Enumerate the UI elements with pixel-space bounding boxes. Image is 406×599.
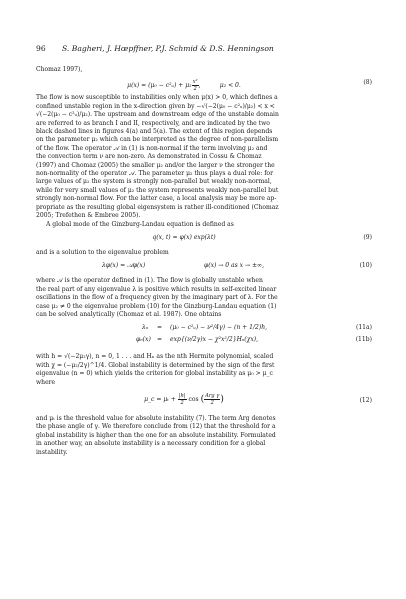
paragraph-operator: [36, 277, 372, 319]
running-header: [36, 44, 274, 53]
equation-12-cos: cos: [188, 395, 199, 403]
text-line: with χ = (−μ₂/2γ)^1/4. Global instability is determined by the sign of the first: [36, 361, 275, 369]
text-line: and μₜ is the threshold value for absolute instability (7). The term Arg denotes: [36, 414, 276, 422]
paragraph-eigenvalue-intro: and is a solution to the eigenvalue problem: [36, 248, 169, 256]
equation-11a-rhs: (μ₀ − c²ᵤ) − ν²/4γ) − (n + 1/2)h,: [170, 324, 268, 332]
fraction-denominator: 2: [193, 86, 197, 93]
equation-12: [36, 390, 372, 412]
text-line: can be solved analytically (Chomaz et al. 1987). One obtains: [36, 310, 222, 318]
equation-8: [36, 77, 372, 91]
text-line: oscillations in the flow of a frequency given by the imaginary part of λ. For the: [36, 294, 278, 302]
fraction-denominator: 2: [180, 399, 184, 406]
equation-11b-number: (11b): [355, 336, 372, 344]
fraction-numerator: |h|: [178, 392, 186, 399]
equation-12-lhs: μ_c = μₜ +: [144, 395, 176, 403]
text-line: the real part of any eigenvalue λ is positive which results in self-excited linear: [36, 285, 277, 293]
text-line: confined unstable region in the x-direction given by −√(−2(μ₀ − c²ᵤ)/μ₂) < x <: [36, 102, 275, 110]
equation-10: [36, 260, 372, 274]
text-line: (1997) and Chomaz (2005) the smaller μ₂ and/or the larger ν the stronger the: [36, 161, 275, 169]
text-line: The flow is now susceptible to instabilities only when μ(x) > 0, which defines a: [36, 94, 278, 102]
equation-10-part-b: φ(x) → 0 as x → ±∞,: [204, 262, 265, 270]
text-line: global instability is higher than the one for an absolute instability. Formulated: [36, 431, 276, 439]
text-line: are referred to as branch I and II, respectively, and are indicated by the two: [36, 119, 270, 127]
equation-11: [36, 322, 372, 350]
text-line: large values of μ₂ the system is strongly non-parallel but weakly non-normal,: [36, 178, 272, 186]
equation-11b-rhs: exp{(ν/2γ)x − χ²x²/2}Hₙ(χx),: [170, 336, 259, 344]
paragraph-conclusion: [36, 415, 372, 457]
running-authors: S. Bagheri, J. Hœpffner, P.J. Schmid & D.S. Henningson: [62, 44, 274, 53]
equation-11a: [36, 324, 372, 336]
text-line: instability.: [36, 448, 68, 456]
equation-9-number: (9): [363, 233, 372, 241]
text-line: black dashed lines in figures 4(a) and 5(a). The extent of this region depends: [36, 128, 273, 136]
text-line: on the parameter μ₂ which can be interpreted as the degree of non-parallelism: [36, 136, 279, 144]
equation-10-number: (10): [359, 262, 372, 270]
equation-11a-equals: =: [157, 324, 163, 332]
text-line: while for very small values of μ₂ the system represents weakly non-parallel but: [36, 186, 279, 194]
equation-8-condition: μ₂ < 0.: [219, 82, 241, 90]
text-line: non-normality of the operator 𝒜. The parameter μ₂ thus plays a dual role: for: [36, 170, 273, 178]
text-line: where 𝒜 is the operator defined in (1). The flow is globally unstable when: [36, 277, 263, 285]
text-line: case μ₂ ≠ 0 the eigenvalue problem (10) for the Ginzburg-Landau equation (1): [36, 302, 277, 310]
fraction-numerator: x²: [192, 79, 198, 86]
fraction-denominator: 2: [210, 399, 214, 406]
equation-11a-number: (11a): [355, 324, 372, 332]
paragraph-opening: Chomaz 1997),: [36, 66, 83, 73]
text-line: 2005; Trefethen & Embree 2005).: [36, 212, 141, 220]
equation-9: [36, 232, 372, 246]
equation-10-part-a: λφ(x) = 𝒜φ(x): [102, 262, 146, 270]
equation-8-number: (8): [363, 79, 372, 87]
text-line: propriate as the resulting global eigensystem is rather ill-conditioned (Chomaz: [36, 203, 279, 211]
paragraph-hermite: [36, 353, 372, 387]
page-number: 96: [36, 44, 46, 53]
left-paren: (: [200, 394, 205, 405]
text-line: √(−2(μ₀ − c²ᵤ)/μ₂). The upstream and downstream edge of the unstable domain: [36, 111, 279, 119]
equation-8-comma: ,: [198, 82, 201, 90]
text-line: the convection term ν are non-zero. As demonstrated in Cossu & Chomaz: [36, 153, 262, 161]
text-line: eigenvalue (n = 0) which yields the criterion for global instability as μ₀ > μ_c: [36, 370, 273, 378]
right-paren: ): [220, 394, 224, 405]
text-line: strongly non-normal flow. For the latter case, a local analysis may be more ap-: [36, 195, 277, 203]
fraction-numerator: Arg γ: [205, 392, 220, 399]
equation-12-arg-fraction: [204, 393, 220, 406]
paragraph-instability-region: [36, 94, 372, 220]
equation-8-lhs: μ(x) = (μ₀ − c²ᵤ) + μ₂: [127, 82, 192, 90]
text-line: where: [36, 378, 56, 386]
equation-8-fraction: [192, 79, 199, 92]
paragraph-global-mode: A global mode of the Ginzburg-Landau equation is defined as: [46, 220, 234, 228]
text-line: in another way, an absolute instability is a necessary condition for a global: [36, 440, 266, 448]
equation-11b-equals: =: [157, 336, 163, 344]
equation-12-fraction: [178, 393, 187, 406]
equation-11a-lhs: λₙ: [142, 324, 149, 332]
text-line: of the flow. The operator 𝒜 in (1) is non-normal if the term involving μ₂ and: [36, 144, 268, 152]
text-line: the phase angle of γ. We therefore conclude from (12) that the threshold for a: [36, 423, 276, 431]
body-text: [36, 66, 372, 457]
equation-12-number: (12): [359, 396, 372, 404]
equation-9-body: q(x, t) = φ(x) exp(λt): [152, 233, 216, 241]
text-line: with h = √(−2μ₂γ), n = 0, 1 . . . and Hₙ as the nth Hermite polynomial, scaled: [36, 353, 274, 361]
equation-11b-lhs: φₙ(x): [136, 336, 151, 344]
equation-11b: [36, 336, 372, 348]
